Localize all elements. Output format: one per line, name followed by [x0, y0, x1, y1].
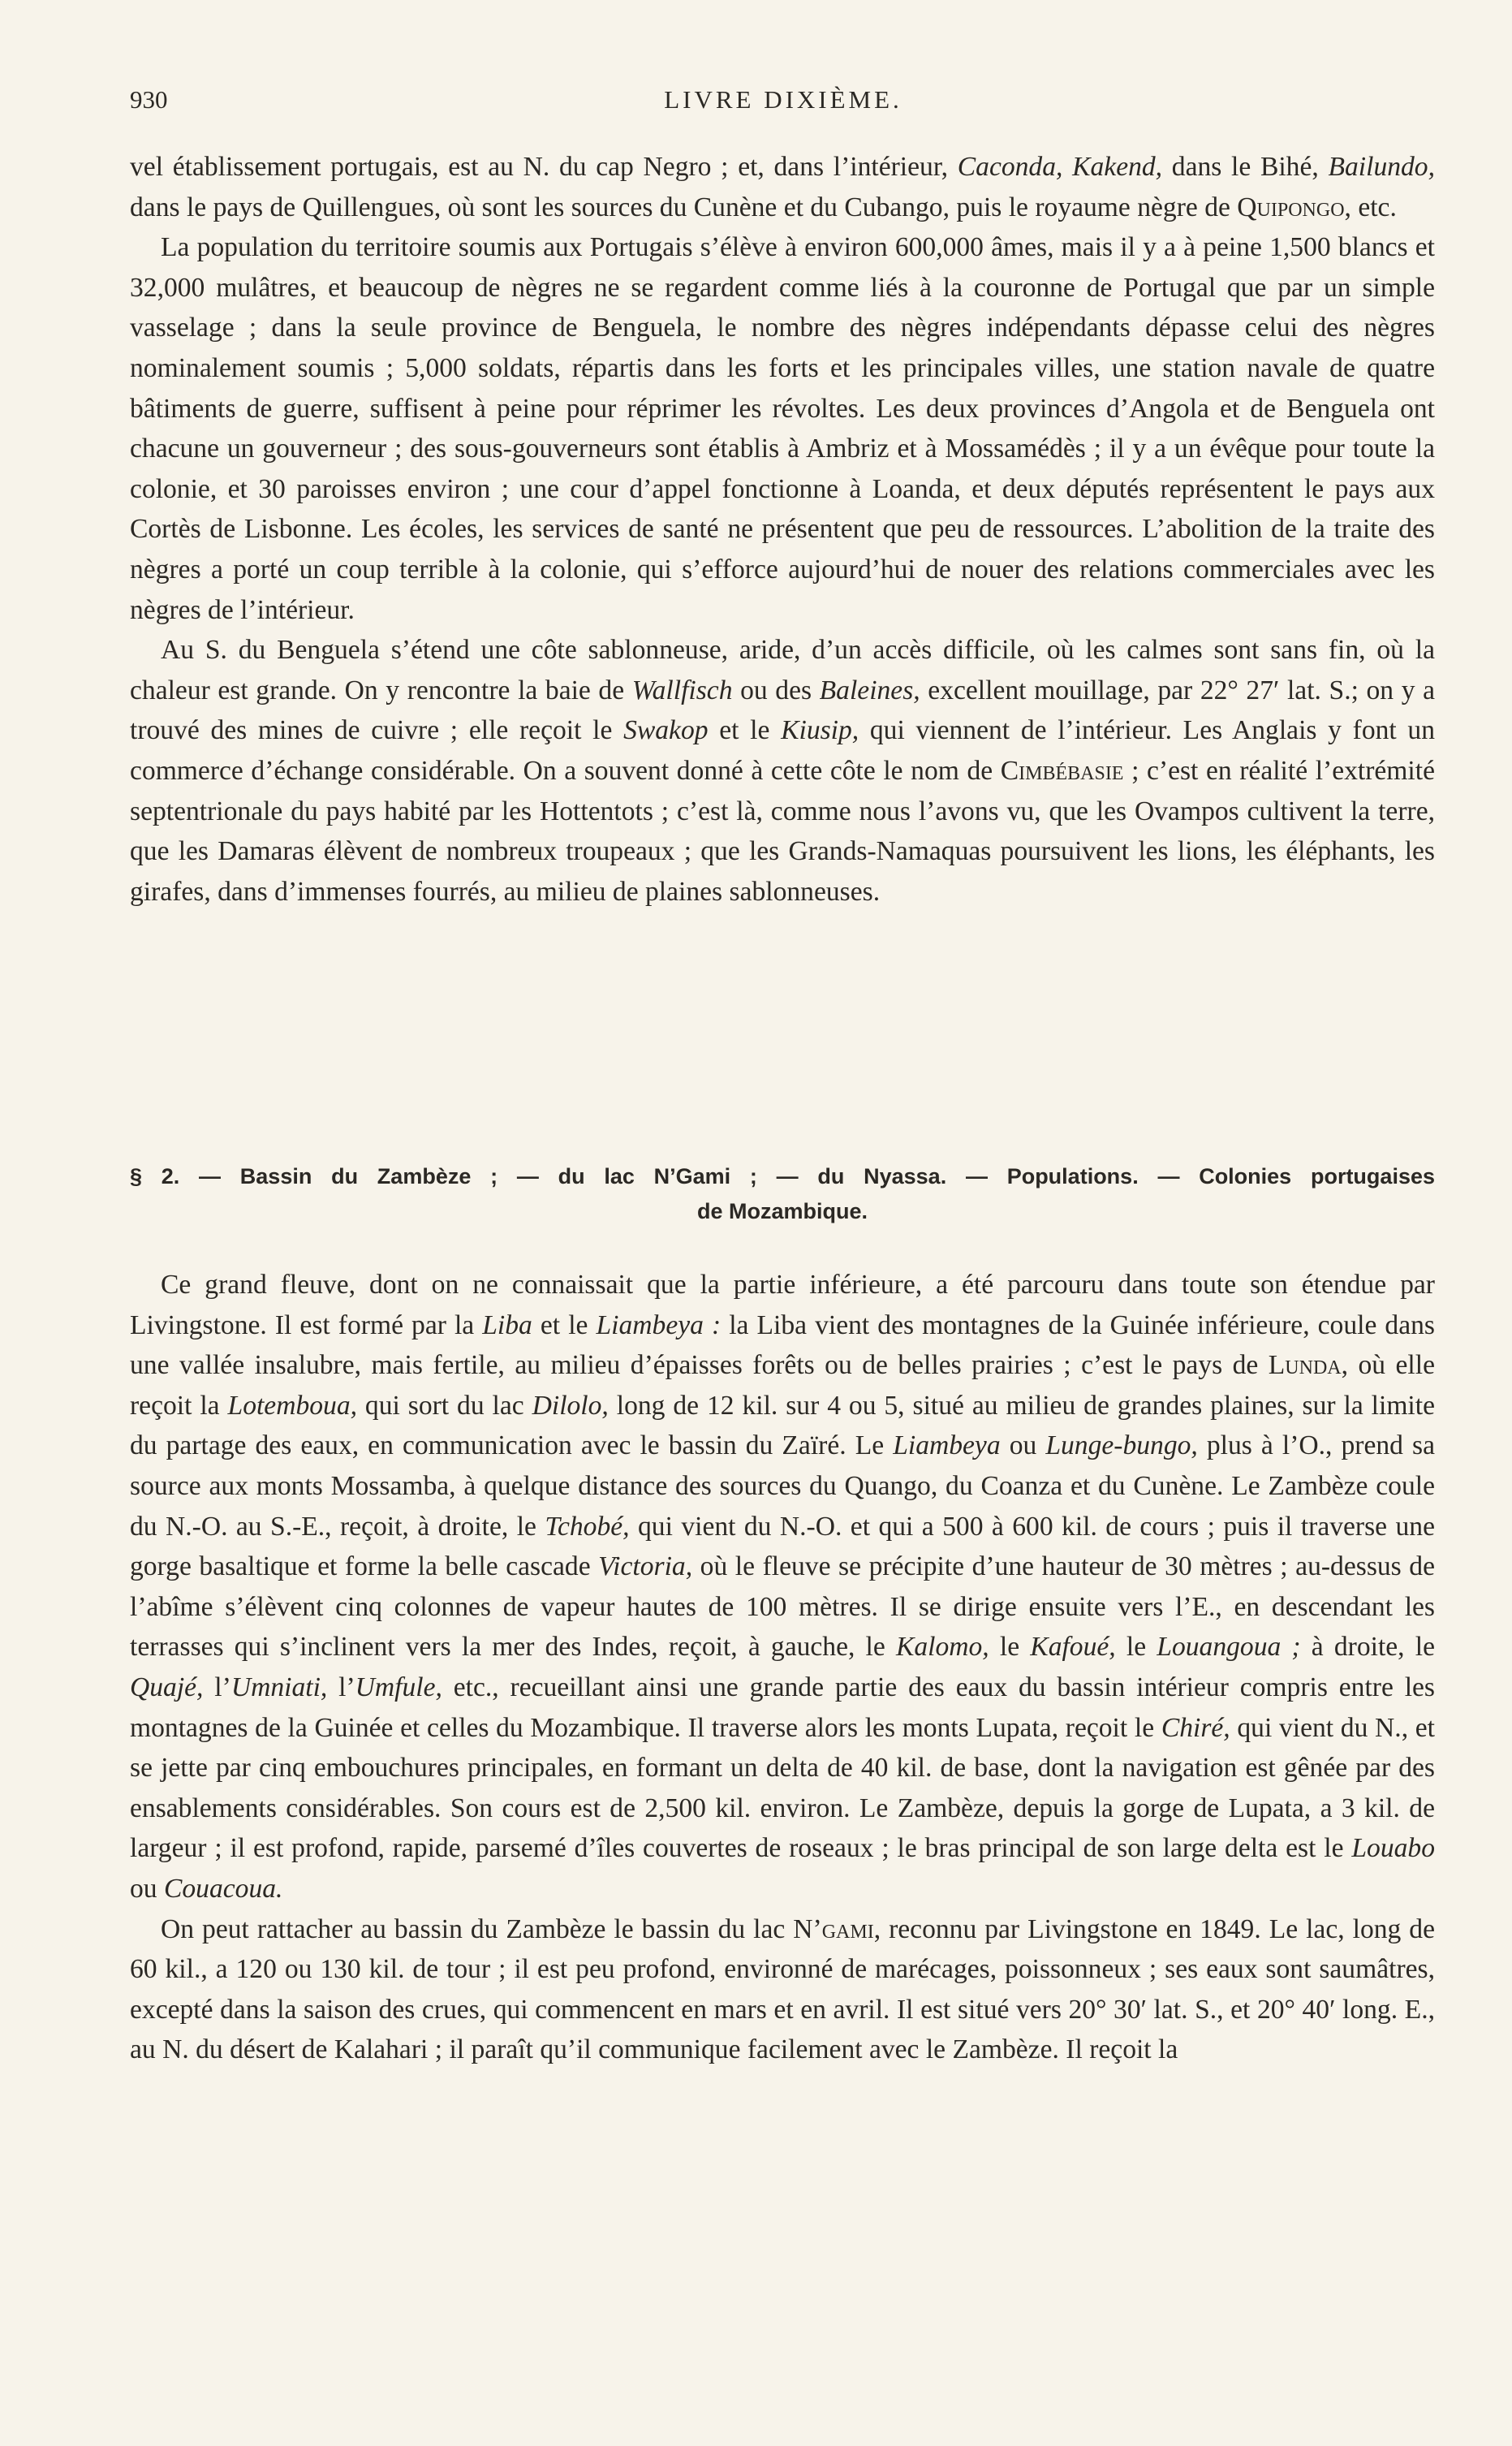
page-header [130, 85, 1437, 126]
section-heading-line-2: de Mozambique. [696, 1199, 868, 1223]
section-heading [130, 1159, 1435, 1229]
paragraph-3: Au S. du Benguela s’étend une côte sablonneuse, aride, d’un accès difficile, où les calmes sont sans fin, où la chaleur est grande. On y rencontre la baie de Wallfisch ou des Baleines, excellent mouillage, par 22° 27′ lat. S.; on y a trouvé des mines de cuivre ; elle reçoit le Swakop et le Kiusip, qui viennent de l’intérieur. Les Anglais y font un commerce d’échange considérable. On a souvent donné à cette côte le nom de Cimbébasie ; c’est en réalité l’extrémité septentrionale du pays habité par les Hottentots ; c’est là, comme nous l’avons vu, que les Ovampos cultivent la terre, que les Damaras élèvent de nombreux troupeaux ; que les Grands-Namaquas poursuivent les lions, les éléphants, les girafes, dans d’immenses fourrés, au milieu de plaines sablonneuses. [130, 635, 1436, 907]
section-heading-line-1: § 2. — Bassin du Zambèze ; — du lac N’Gami ; — du Nyassa. — Populations. — Colonies portugaises [130, 1164, 1435, 1188]
paragraph-2: La population du territoire soumis aux Portugais s’élève à environ 600,000 âmes, mais il y a à peine 1,500 blancs et 32,000 mulâtres, et beaucoup de nègres ne se regardent comme liés à la couronne de Portugal que par un simple vasselage ; dans la seule province de Benguela, le nombre des nègres indépendants dépasse celui des nègres nominalement soumis ; 5,000 soldats, répartis dans les forts et les principales villes, une station navale de quatre bâtiments de guerre, suffisent à peine pour réprimer les révoltes. Les deux provinces d’Angola et de Benguela ont chacune un gouverneur ; des sous-gouverneurs sont établis à Ambriz et à Mossamédès ; il y a un évêque pour toute la colonie, et 30 paroisses environ ; une cour d’appel fonctionne à Loanda, et deux députés représentent le pays aux Cortès de Lisbonne. Les écoles, les services de santé ne présentent que peu de ressources. L’abolition de la traite des nègres a porté un coup terrible à la colonie, qui s’efforce aujourd’hui de nouer des relations commerciales avec les nègres de l’intérieur. [130, 232, 1435, 625]
page-number: 930 [130, 85, 168, 114]
paragraph-4: Ce grand fleuve, dont on ne connaissait que la partie inférieure, a été parcouru dans toute son étendue par Livingstone. Il est formé par la Liba et le Liambeya : la Liba vient des montagnes de la Guinée inférieure, coule dans une vallée insalubre, mais fertile, au milieu d’épaisses forêts ou de belles prairies ; c’est le pays de Lunda, où elle reçoit la Lotemboua, qui sort du lac Dilolo, long de 12 kil. sur 4 ou 5, situé au milieu de grandes plaines, sur la limite du partage des eaux, en communication avec le bassin du Zaïré. Le Liambeya ou Lunge-bungo, plus à l’O., prend sa source aux monts Mossamba, à quelque distance des sources du Quango, du Coanza et du Cunène. Le Zambèze coule du N.-O. au S.-E., reçoit, à droite, le Tchobé, qui vient du N.-O. et qui a 500 à 600 kil. de cours ; puis il traverse une gorge basaltique et forme la belle cascade Victoria, où le fleuve se précipite d’une hauteur de 30 mètres ; au-dessus de l’abîme s’élèvent cinq colonnes de vapeur hautes de 100 mètres. Il se dirige ensuite vers l’E., en descendant les terrasses qui s’inclinent vers la mer des Indes, reçoit, à gauche, le Kalomo, le Kafoué, le Louangoua ; à droite, le Quajé, l’Umniati, l’Umfule, etc., recueillant ainsi une grande partie des eaux du bassin intérieur compris entre les montagnes de la Guinée et celles du Mozambique. Il traverse alors les monts Lupata, reçoit le Chiré, qui vient du N., et se jette par cinq embouchures principales, en formant un delta de 40 kil. de base, dont la navigation est gênée par des ensablements considérables. Son cours est de 2,500 kil. environ. Le Zambèze, depuis la gorge de Lupata, a 3 kil. de largeur ; il est profond, rapide, parsemé d’îles couvertes de roseaux ; le bras principal de son large delta est le Louabo ou Couacoua. [130, 1270, 1436, 1904]
text-block-angola [130, 147, 1435, 912]
running-title: LIVRE DIXIÈME. [664, 85, 902, 114]
text-block-zambeze [130, 1265, 1435, 2070]
paragraph-5: On peut rattacher au bassin du Zambèze le bassin du lac N’gami, reconnu par Livingstone en 1849. Le lac, long de 60 kil., a 120 ou 130 kil. de tour ; il est peu profond, environné de marécages, poissonneux ; ses eaux sont saumâtres, excepté dans la saison des crues, qui commencent en mars et en avril. Il est situé vers 20° 30′ lat. S., et 20° 40′ long. E., au N. du désert de Kalahari ; il paraît qu’il communique facilement avec le Zambèze. Il reçoit la [130, 1913, 1435, 2065]
paragraph-1: vel établissement portugais, est au N. du cap Negro ; et, dans l’intérieur, Caconda, Kakend, dans le Bihé, Bailundo, dans le pays de Quillengues, où sont les sources du Cunène et du Cubango, puis le royaume nègre de Quipongo, etc. [130, 152, 1435, 222]
